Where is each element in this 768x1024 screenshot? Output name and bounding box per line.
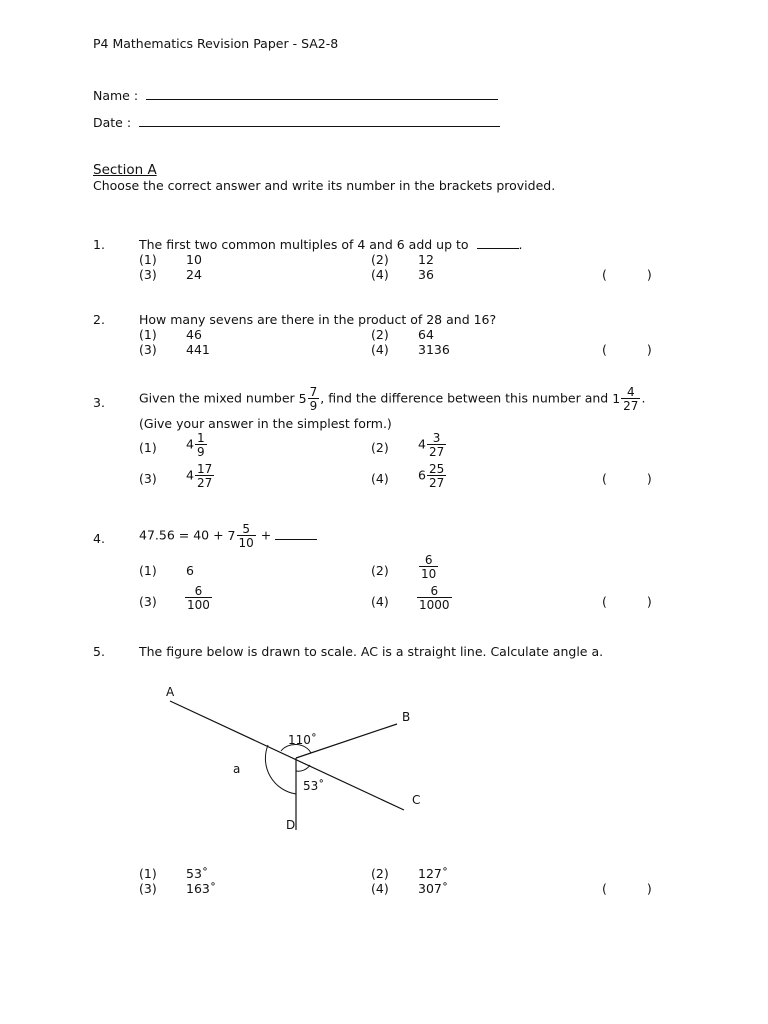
option-label: (4) xyxy=(371,594,389,609)
option-label: (2) xyxy=(371,563,389,578)
question-number: 5. xyxy=(93,644,105,659)
answer-bracket[interactable]: ( ) xyxy=(602,594,652,609)
question-text: How many sevens are there in the product of 28 and 16? xyxy=(139,312,497,327)
section-instruction: Choose the correct answer and write its number in the brackets provided. xyxy=(93,178,556,193)
option-value: 4 $\frac{17}{27}$ xyxy=(186,462,213,490)
option-value: 46 xyxy=(186,327,202,342)
answer-bracket[interactable]: ( ) xyxy=(602,342,652,357)
label-angle-a: a xyxy=(233,762,241,776)
question-note: (Give your answer in the simplest form.) xyxy=(139,416,392,431)
section-title: Section A xyxy=(93,162,157,178)
mixed-number: 5 $\frac{7}{9}$ xyxy=(298,385,318,413)
option-label: (4) xyxy=(371,881,389,896)
option-value: 53˚ xyxy=(186,866,209,881)
option-label: (2) xyxy=(371,327,389,342)
option-value: 307˚ xyxy=(418,881,449,896)
option-value: 64 xyxy=(418,327,434,342)
option-label: (3) xyxy=(139,594,157,609)
label-point-a: A xyxy=(166,685,175,699)
question-text: The first two common multiples of 4 and 6 add up to . xyxy=(139,237,523,252)
mixed-number: 1 $\frac{4}{27}$ xyxy=(612,385,639,413)
option-label: (4) xyxy=(371,267,389,282)
question-number: 3. xyxy=(93,395,105,410)
option-value: 441 xyxy=(186,342,210,357)
name-label: Name : xyxy=(93,88,139,103)
option-label: (4) xyxy=(371,342,389,357)
option-value: 3136 xyxy=(418,342,450,357)
option-label: (1) xyxy=(139,563,157,578)
option-value: 12 xyxy=(418,252,434,267)
answer-bracket[interactable]: ( ) xyxy=(602,471,652,486)
option-value: 163˚ xyxy=(186,881,217,896)
option-value: $\frac{6}{100}$ xyxy=(187,584,210,612)
option-value: 6 xyxy=(186,563,194,578)
option-label: (2) xyxy=(371,440,389,455)
question-number: 1. xyxy=(93,237,105,252)
label-point-b: B xyxy=(402,710,411,724)
option-label: (3) xyxy=(139,471,157,486)
option-value: 10 xyxy=(186,252,202,267)
label-point-d: D xyxy=(286,818,296,832)
option-label: (1) xyxy=(139,327,157,342)
page-title: P4 Mathematics Revision Paper - SA2-8 xyxy=(93,36,339,51)
label-angle-110: 110˚ xyxy=(288,733,317,747)
option-label: (1) xyxy=(139,866,157,881)
question-text: The figure below is drawn to scale. AC is a straight line. Calculate angle a. xyxy=(139,644,604,659)
option-label: (3) xyxy=(139,881,157,896)
line-ac xyxy=(170,701,404,810)
label-angle-53: 53˚ xyxy=(303,779,325,793)
option-value: $\frac{6}{1000}$ xyxy=(419,584,450,612)
option-value: 36 xyxy=(418,267,434,282)
option-value: 127˚ xyxy=(418,866,449,881)
option-label: (2) xyxy=(371,866,389,881)
question-text: Given the mixed number 5 $\frac{7}{9}$ , find the difference between this number and 1 $\frac{4}{27}$ . xyxy=(139,385,646,413)
arc-53 xyxy=(296,765,310,771)
mixed-number: 7 $\frac{5}{10}$ xyxy=(227,522,254,550)
answer-bracket[interactable]: ( ) xyxy=(602,267,652,282)
question-number: 4. xyxy=(93,531,105,546)
question-text: 47.56 = 40 + 7 $\frac{5}{10}$ + xyxy=(139,523,317,549)
option-label: (4) xyxy=(371,471,389,486)
label-point-c: C xyxy=(412,793,421,807)
option-value: 4 $\frac{1}{9}$ xyxy=(186,431,205,459)
option-value: 4 $\frac{3}{27}$ xyxy=(418,431,445,459)
option-label: (1) xyxy=(139,252,157,267)
answer-bracket[interactable]: ( ) xyxy=(602,881,652,896)
option-label: (3) xyxy=(139,342,157,357)
option-label: (1) xyxy=(139,440,157,455)
option-label: (2) xyxy=(371,252,389,267)
option-value: 6 $\frac{25}{27}$ xyxy=(418,462,445,490)
option-value: $\frac{6}{10}$ xyxy=(421,553,437,581)
option-label: (3) xyxy=(139,267,157,282)
option-value: 24 xyxy=(186,267,202,282)
date-label: Date : xyxy=(93,115,132,130)
question-number: 2. xyxy=(93,312,105,327)
